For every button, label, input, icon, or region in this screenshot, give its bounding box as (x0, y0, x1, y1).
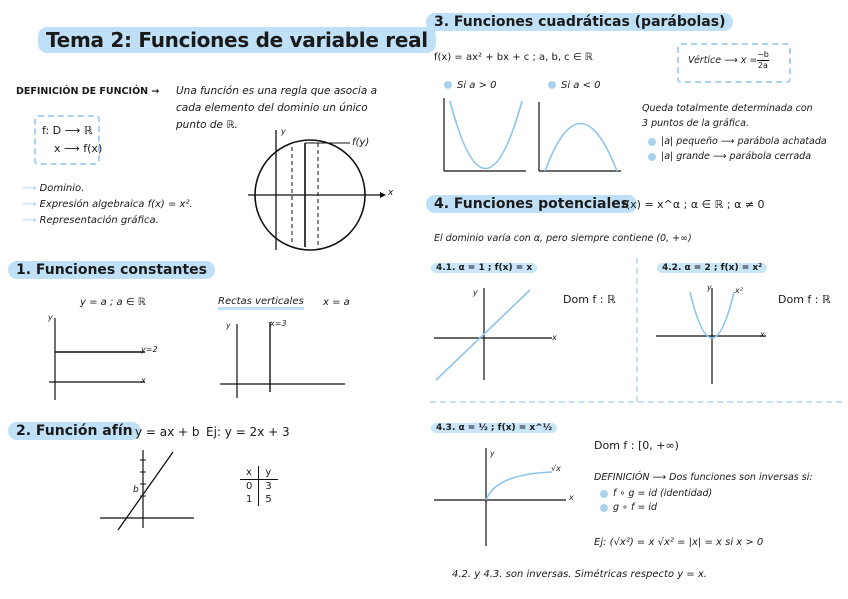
table-row (240, 480, 278, 494)
subsection-4-1-domain: Dom f : ℝ (563, 293, 616, 306)
inverse-definition: DEFINICIÓN ⟶ Dos funciones son inversas si: (594, 472, 813, 483)
section-1-heading: 1. Funciones constantes (8, 261, 215, 279)
vertex-fraction (757, 50, 769, 71)
identity-graph (434, 284, 564, 384)
section-2-heading: 2. Función afín (8, 422, 141, 440)
case-negative: Si a < 0 (548, 80, 601, 91)
arrow-icon: ⟶ (22, 199, 37, 210)
bullet-dot (548, 81, 556, 89)
definition-line-1: Una función es una regla que asocia a (176, 85, 378, 97)
quadratic-bullets (648, 134, 827, 164)
square-graph-y: y (707, 283, 712, 292)
quadratic-note-line-2: 3 puntos de la gráfica. (642, 118, 749, 129)
table-header-x: x (240, 466, 259, 480)
inverse-example: Ej: (√x²) = x √x² = |x| = x si x > 0 (594, 537, 764, 548)
subsection-4-3-heading: 4.3. α = ½ ; f(x) = x^½ (431, 423, 557, 433)
table-row (240, 493, 278, 506)
vertical-graph-line-label: x=3 (270, 319, 287, 328)
section-3-heading: 3. Funciones cuadráticas (parábolas) (426, 13, 733, 31)
table-cell: 3 (265, 481, 272, 492)
arrow-item-dominio: ⟶ Dominio. (22, 183, 85, 194)
footer-note: 4.2. y 4.3. son inversas. Simétricas respecto y = x. (452, 569, 707, 580)
sqrt-curve-label: √x (551, 464, 561, 473)
arrow-icon: ⟶ (22, 215, 37, 226)
case-positive: Si a > 0 (444, 80, 497, 91)
definition-line-3: punto de ℝ. (176, 119, 238, 131)
identity-graph-y: y (473, 288, 478, 297)
list-item: f ∘ g = id (identidad) (600, 487, 712, 501)
sqrt-graph-x: x (569, 493, 574, 502)
vertical-lines-label: Rectas verticales (218, 296, 304, 310)
section-4-heading: 4. Funciones potenciales (426, 195, 637, 213)
bullet-dot (600, 504, 608, 512)
quadratic-note (642, 101, 813, 131)
vertical-lines-equation: x = a (323, 297, 350, 308)
bullet-dot (648, 153, 656, 161)
function-notation-line-2: x ⟶ f(x) (54, 142, 103, 155)
table-cell: 1 (240, 493, 259, 506)
constant-graph-y: y (48, 313, 53, 322)
circle-y-label: y (281, 127, 286, 136)
sqrt-graph-y: y (490, 449, 495, 458)
power-equation: f(x) = x^α ; α ∈ ℝ ; α ≠ 0 (622, 198, 765, 211)
subsection-4-3-domain: Dom f : [0, +∞) (594, 439, 679, 452)
vertex-numerator: −b (757, 50, 769, 59)
bullet-dot (600, 490, 608, 498)
list-item: |a| grande ⟶ parábola cerrada (648, 149, 827, 164)
list-item: |a| pequeño ⟶ parábola achatada (648, 134, 827, 149)
subsection-4-1-heading: 4.1. α = 1 ; f(x) = x (431, 263, 537, 273)
identity-graph-x: x (552, 333, 557, 342)
circle-x-label: x (388, 188, 394, 198)
square-graph (656, 284, 776, 386)
values-table (240, 466, 278, 506)
bullet-dot (648, 138, 656, 146)
subsection-divider-vertical (636, 258, 638, 402)
affine-b-label: b (133, 485, 139, 495)
list-item: g ∘ f = id (600, 501, 712, 515)
quadratic-equation: f(x) = ax² + bx + c ; a, b, c ∈ ℝ (434, 52, 593, 63)
subsection-divider-horizontal (430, 401, 842, 403)
arrow-item-representacion: ⟶ Representación gráfica. (22, 215, 159, 226)
affine-equation: y = ax + b (135, 425, 200, 439)
constant-graph-line-label: y=2 (141, 345, 158, 354)
function-notation-line-1: f: D ⟶ ℝ (42, 124, 93, 137)
definition-label: DEFINICIÓN DE FUNCIÓN → (16, 86, 160, 97)
definition-line-2: cada elemento del dominio un único (176, 102, 368, 114)
power-domain-note: El dominio varía con α, pero siempre contiene (0, +∞) (434, 233, 692, 244)
subsection-4-2-heading: 4.2. α = 2 ; f(x) = x² (657, 263, 767, 273)
quadratic-note-line-1: Queda totalmente determinada con (642, 103, 813, 114)
constant-function-graph (45, 316, 155, 406)
table-header-y: y (259, 466, 278, 480)
affine-example: Ej: y = 2x + 3 (206, 425, 290, 439)
circle-fy-label: f(y) (352, 137, 370, 148)
vertical-graph-y: y (226, 321, 231, 330)
vertex-label: Vértice ⟶ x = (688, 55, 758, 66)
parabola-up-graph (440, 96, 530, 176)
constant-graph-x: x (141, 376, 146, 385)
table-header-row (240, 466, 278, 480)
arrow-list (22, 181, 193, 229)
function-notation-box (34, 115, 103, 165)
affine-graph (98, 448, 198, 533)
constant-equation: y = a ; a ∈ ℝ (80, 297, 146, 308)
subsection-4-2-domain: Dom f : ℝ (778, 293, 831, 306)
vertical-line-graph (220, 320, 350, 400)
sqrt-graph (434, 446, 574, 550)
arrow-icon: ⟶ (22, 183, 37, 194)
arrow-item-expresion: ⟶ Expresión algebraica f(x) = x². (22, 199, 193, 210)
table-cell: 0 (240, 480, 259, 494)
page-title: Tema 2: Funciones de variable real (38, 27, 436, 53)
bullet-dot (444, 81, 452, 89)
parabola-down-graph (535, 96, 625, 176)
square-graph-x: x (760, 330, 765, 339)
table-cell: 5 (265, 494, 272, 505)
inverse-conditions (600, 487, 712, 515)
vertex-denominator: 2a (757, 61, 768, 70)
square-curve-label: x² (735, 286, 743, 295)
